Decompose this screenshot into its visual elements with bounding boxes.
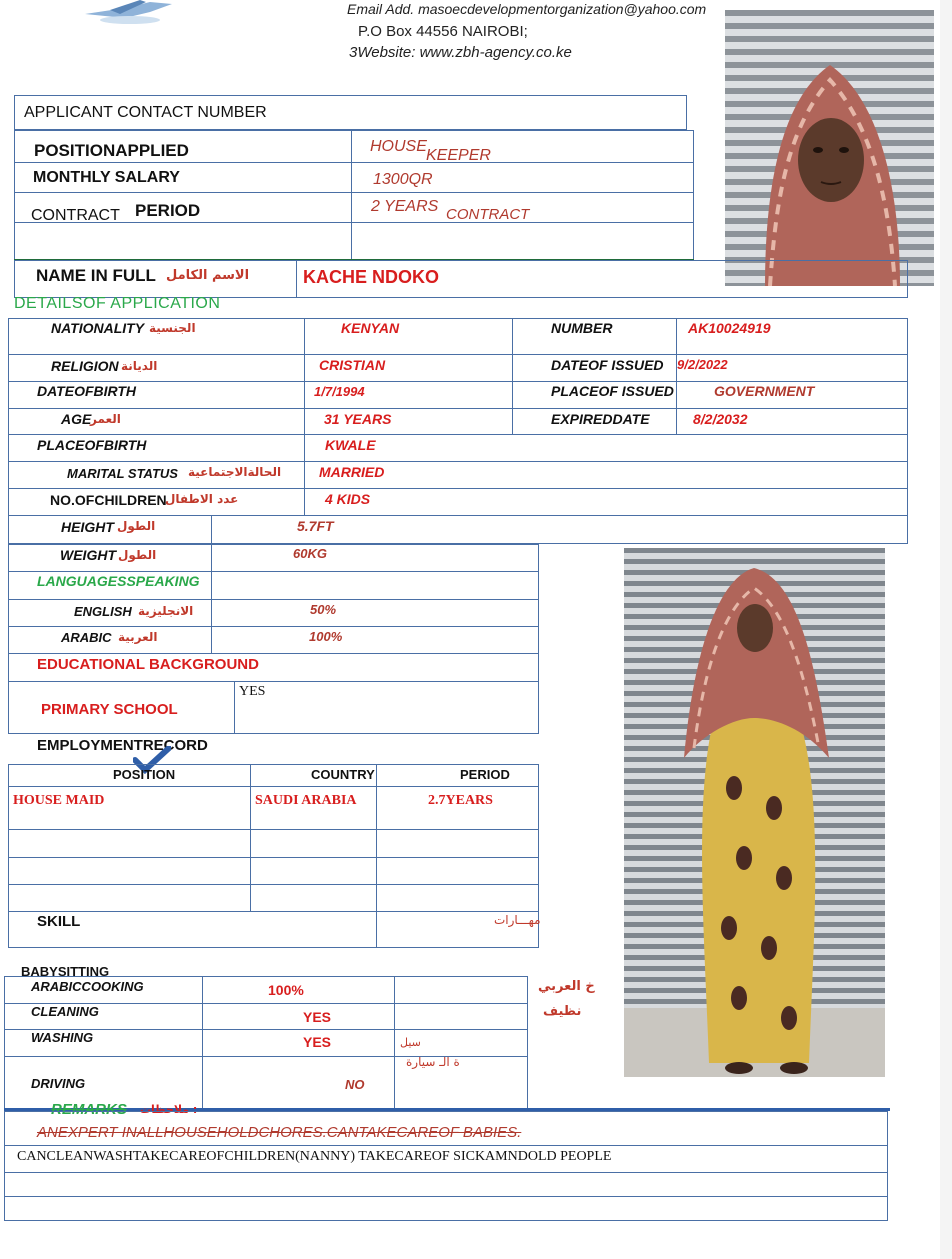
employment-table: [8, 764, 539, 948]
children-arabic: عدد الاطفال: [165, 492, 239, 506]
languages-title: LANGUAGESSPEAKING: [37, 573, 200, 589]
cleaning-arabic: نظيف: [543, 1004, 582, 1019]
name-label: NAME IN FULL: [36, 266, 156, 285]
col-country-header: COUNTRY: [311, 767, 375, 782]
weight-value: 60KG: [293, 546, 327, 561]
english-value: 50%: [310, 602, 337, 617]
nationality-arabic: الجنسية: [149, 321, 196, 335]
washing-label: WASHING: [31, 1030, 94, 1045]
col-period-header: PERIOD: [460, 767, 510, 782]
babysitting-label: BABYSITTING: [21, 964, 110, 979]
marital-status-arabic: الحالةالاجتماعية: [188, 465, 282, 479]
passport-number-value: AK10024919: [688, 320, 771, 336]
religion-label: RELIGION: [51, 358, 119, 374]
applicant-portrait-photo: [725, 10, 934, 286]
position-applied-label: POSITIONAPPLIED: [34, 141, 189, 160]
english-label: ENGLISH: [74, 604, 132, 619]
arabic-arabic: العربية: [118, 630, 158, 644]
arabic-label: ARABIC: [61, 630, 112, 645]
agency-logo: [80, 0, 180, 26]
website: 3Website: www.zbh-agency.co.ke: [349, 44, 572, 61]
expire-date-value: 8/2/2032: [693, 411, 748, 427]
position-value-2: KEEPER: [426, 147, 491, 164]
date-of-birth-label: DATEOFBIRTH: [37, 383, 137, 399]
cleaning-label: CLEANING: [31, 1004, 99, 1019]
children-value: 4 KIDS: [325, 491, 371, 507]
arabic-cooking-arabic: خ العربي: [538, 979, 595, 994]
nationality-label: NATIONALITY: [51, 320, 145, 336]
height-arabic: الطول: [117, 519, 156, 533]
driving-arabic: ة الـ سيارة: [406, 1055, 460, 1069]
place-of-birth-label: PLACEOFBIRTH: [37, 437, 147, 453]
name-label-arabic: الاسم الكامل: [166, 268, 250, 283]
remarks-label: REMARKS: [51, 1101, 127, 1118]
religion-value: CRISTIAN: [319, 357, 386, 373]
washing-arabic: سيل: [400, 1036, 421, 1049]
details-title: DETAILSOF APPLICATION: [14, 295, 221, 312]
contract-label-1: CONTRACT: [31, 207, 120, 224]
weight-label: WEIGHT: [60, 547, 116, 563]
remarks-line-1: ANEXPERT INALLHOUSEHOLDCHORES.CANTAKECAREOF BABIES.: [37, 1124, 522, 1141]
passport-number-label: NUMBER: [551, 320, 613, 336]
nationality-value: KENYAN: [341, 320, 400, 336]
employment-position-value: HOUSE MAID: [13, 793, 105, 808]
details-table: [8, 318, 908, 544]
skill-title: SKILL: [37, 913, 81, 930]
children-label: NO.OFCHILDREN: [50, 492, 167, 508]
height-value: 5.7FT: [297, 518, 334, 534]
age-label: AGE: [61, 411, 92, 427]
primary-school-label: PRIMARY SCHOOL: [41, 701, 178, 718]
arabic-cooking-value: 100%: [268, 982, 304, 998]
place-of-birth-value: KWALE: [325, 437, 376, 453]
email-address: Email Add. masoecdevelopmentorganization@yahoo.com: [347, 1, 707, 17]
applicant-full-body-photo: [624, 548, 885, 1077]
monthly-salary-value: 1300QR: [373, 171, 433, 188]
applicant-contact-label: APPLICANT CONTACT NUMBER: [24, 104, 267, 121]
marital-status-label: MARITAL STATUS: [67, 466, 178, 481]
primary-school-value: YES: [239, 684, 266, 699]
cleaning-value: YES: [303, 1009, 332, 1025]
height-label: HEIGHT: [61, 519, 114, 535]
arabic-cooking-label: ARABICCOOKING: [31, 979, 144, 994]
contract-value-2: CONTRACT: [446, 206, 530, 223]
driving-value: NO: [345, 1077, 365, 1092]
expire-date-label: EXPIREDDATE: [551, 411, 650, 427]
contract-value-1: 2 YEARS: [371, 198, 439, 215]
skill-title-arabic: مهـــارات: [494, 913, 541, 927]
washing-value: YES: [303, 1034, 332, 1050]
arabic-value: 100%: [309, 629, 343, 644]
education-title: EDUCATIONAL BACKGROUND: [37, 656, 259, 673]
religion-arabic: الديانة: [121, 359, 158, 373]
contract-label-2: PERIOD: [135, 201, 201, 220]
driving-label: DRIVING: [31, 1076, 86, 1091]
full-name-value: KACHE NDOKO: [303, 267, 440, 287]
po-box: P.O Box 44556 NAIROBI;: [358, 23, 528, 40]
place-issued-label: PLACEOF ISSUED: [551, 383, 674, 399]
place-issued-value: GOVERNMENT: [714, 383, 815, 399]
remarks-line-2: CANCLEANWASHTAKECAREOFCHILDREN(NANNY) TAKECAREOF SICKAMNDOLD PEOPLE: [17, 1149, 612, 1164]
monthly-salary-label: MONTHLY SALARY: [33, 169, 180, 186]
english-arabic: الانجليزية: [138, 604, 194, 618]
employment-country-value: SAUDI ARABIA: [255, 793, 357, 808]
weight-arabic: الطول: [118, 548, 157, 562]
employment-period-value: 2.7YEARS: [428, 793, 493, 808]
employment-title: EMPLOYMENTRECORD: [37, 737, 208, 754]
marital-status-value: MARRIED: [319, 464, 385, 480]
date-issued-value: 9/2/2022: [677, 357, 728, 372]
age-value: 31 YEARS: [324, 411, 392, 427]
position-value-1: HOUSE: [370, 138, 427, 155]
remarks-label-arabic: ملاحظات :: [140, 1103, 198, 1116]
age-arabic: العمر: [90, 412, 121, 426]
date-of-birth-value: 1/7/1994: [314, 384, 365, 399]
col-position-header: POSITION: [113, 767, 176, 782]
date-issued-label: DATEOF ISSUED: [551, 357, 664, 373]
